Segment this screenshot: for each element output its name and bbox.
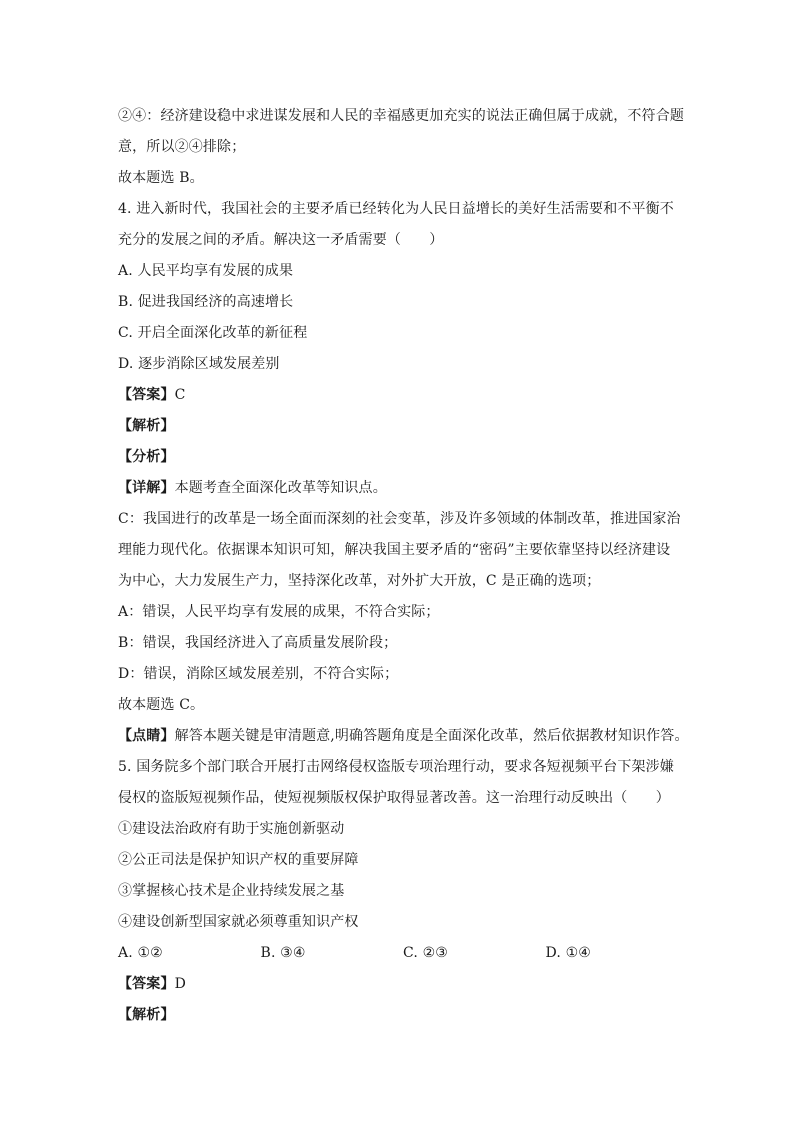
q4-option-d: D. 逐步消除区域发展差别: [118, 356, 280, 372]
q5-option-c: C. ②③: [403, 945, 448, 961]
q4-tip: [118, 721, 688, 752]
tip-text: 解答本题关键是审清题意,明确答题角度是全面深化改革，然后依据教材知识作答。: [174, 728, 689, 744]
q4-option-b: B. 促进我国经济的高速增长: [118, 294, 294, 310]
q4-analysis-tag: 【解析】: [118, 418, 175, 434]
tip-tag: 【点睛】: [118, 728, 175, 744]
detail-tag: 【详解】: [118, 480, 175, 496]
q4-explain-c-line-2: 理能力现代化。依据课本知识可知，解决我国主要矛盾的“密码”主要依靠坚持以经济建设: [118, 542, 671, 558]
q4-fenxi-tag: 【分析】: [118, 449, 175, 465]
q4-option-c: C. 开启全面深化改革的新征程: [118, 325, 308, 341]
q4-stem-line-1: 4. 进入新时代，我国社会的主要矛盾已经转化为人民日益增长的美好生活需要和不平衡不: [118, 201, 674, 217]
q4-explain-b: B：错误，我国经济进入了高质量发展阶段；: [118, 635, 398, 651]
detail-text: 本题考查全面深化改革等知识点。: [174, 480, 387, 496]
q4-stem-line-2: 充分的发展之间的矛盾。解决这一矛盾需要（ ）: [118, 232, 444, 248]
q4-conclusion: 故本题选 C。: [118, 697, 205, 713]
q5-stem-line-2: 侵权的盗版短视频作品，使短视频版权保护取得显著改善。这一治理行动反映出（ ）: [118, 790, 670, 806]
q5-item-4: ④建设创新型国家就必须尊重知识产权: [118, 914, 359, 930]
q5-analysis-tag: 【解析】: [118, 1007, 175, 1023]
q4-answer: [118, 380, 688, 411]
q5-item-2: ②公正司法是保护知识产权的重要屏障: [118, 852, 359, 868]
q5-option-b: B. ③④: [260, 945, 306, 961]
answer-tag: 【答案】: [118, 387, 175, 403]
prev-explanation-line-2: 意，所以②④排除；: [118, 139, 246, 155]
q4-explain-c-line-1: C：我国进行的改革是一场全面而深刻的社会变革，涉及许多领域的体制改革，推进国家治: [118, 511, 681, 527]
q4-option-a: A. 人民平均享有发展的成果: [118, 263, 294, 279]
answer-value: C: [174, 387, 186, 403]
q5-option-a: A. ①②: [118, 945, 163, 961]
q5-stem-line-1: 5. 国务院多个部门联合开展打击网络侵权盗版专项治理行动，要求各短视频平台下架涉嫌: [118, 759, 674, 775]
answer-tag: 【答案】: [118, 976, 175, 992]
q4-explain-c-line-3: 为中心，大力发展生产力，坚持深化改革，对外扩大开放，C 是正确的选项；: [118, 573, 601, 589]
answer-value: D: [174, 976, 186, 992]
q4-explain-a: A：错误，人民平均享有发展的成果，不符合实际；: [118, 604, 440, 620]
prev-conclusion: 故本题选 B。: [118, 170, 204, 186]
q5-item-3: ③掌握核心技术是企业持续发展之基: [118, 883, 345, 899]
q5-item-1: ①建设法治政府有助于实施创新驱动: [118, 821, 345, 837]
q5-options: [118, 938, 688, 969]
q4-explain-d: D：错误，消除区域发展差别，不符合实际；: [118, 666, 399, 682]
page-content: [118, 101, 688, 1031]
q5-option-d: D. ①④: [545, 945, 591, 961]
q4-detail: [118, 473, 688, 504]
prev-explanation-line-1: ②④：经济建设稳中求进谋发展和人民的幸福感更加充实的说法正确但属于成就，不符合题: [118, 108, 684, 124]
q5-answer: [118, 969, 688, 1000]
